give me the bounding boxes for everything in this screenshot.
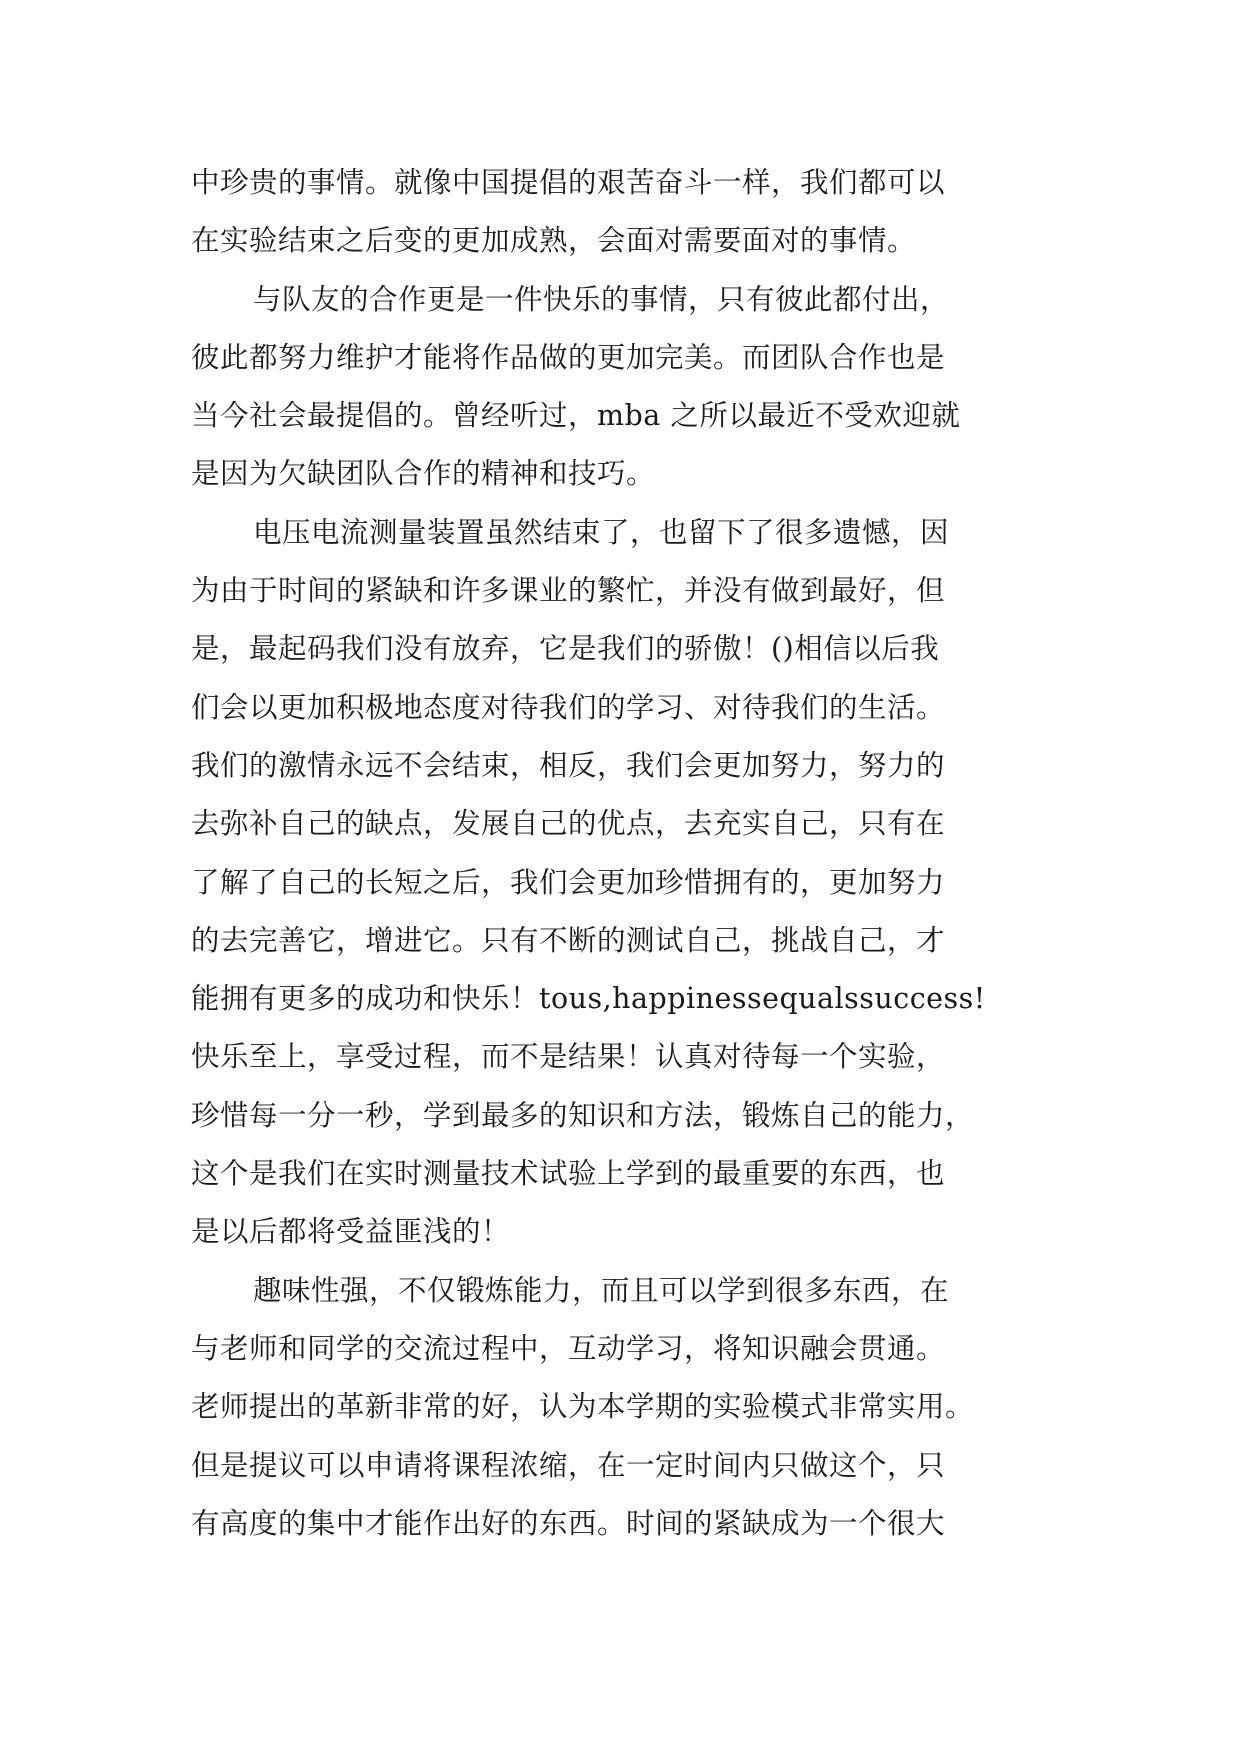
- text-line: 珍惜每一分一秒，学到最多的知识和方法，锻炼自己的能力，: [191, 1098, 975, 1132]
- text-line: 是因为欠缺团队合作的精神和技巧。: [191, 457, 656, 491]
- text-line: 了解了自己的长短之后，我们会更加珍惜拥有的，更加努力: [191, 865, 946, 899]
- text-line: 老师提出的革新非常的好，认为本学期的实验模式非常实用。: [191, 1390, 975, 1424]
- text-line: 的去完善它，增进它。只有不断的测试自己，挑战自己，才: [191, 923, 946, 957]
- text-line: 是以后都将受益匪浅的！: [191, 1215, 511, 1249]
- text-line: 为由于时间的紧缺和许多课业的繁忙，并没有做到最好，但: [191, 574, 946, 608]
- text-line: 电压电流测量装置虽然结束了，也留下了很多遗憾，因: [253, 515, 950, 549]
- text-line: 趣味性强，不仅锻炼能力，而且可以学到很多东西，在: [253, 1273, 950, 1307]
- text-line: 能拥有更多的成功和快乐！tous,happinessequalssuccess!: [191, 982, 986, 1016]
- text-line: 有高度的集中才能作出好的东西。时间的紧缺成为一个很大: [191, 1506, 946, 1540]
- text-line: 与老师和同学的交流过程中，互动学习，将知识融会贯通。: [191, 1331, 946, 1365]
- text-line: 这个是我们在实时测量技术试验上学到的最重要的东西，也: [191, 1157, 946, 1191]
- text-line: 但是提议可以申请将课程浓缩，在一定时间内只做这个，只: [191, 1448, 946, 1482]
- text-line: 当今社会最提倡的。曾经听过，mba 之所以最近不受欢迎就: [191, 399, 961, 433]
- text-line: 彼此都努力维护才能将作品做的更加完美。而团队合作也是: [191, 340, 946, 374]
- text-line: 快乐至上，享受过程，而不是结果！认真对待每一个实验，: [191, 1040, 946, 1074]
- text-line: 是，最起码我们没有放弃，它是我们的骄傲！()相信以后我: [191, 632, 940, 666]
- text-line: 我们的激情永远不会结束，相反，我们会更加努力，努力的: [191, 748, 946, 782]
- text-line: 去弥补自己的缺点，发展自己的优点，去充实自己，只有在: [191, 807, 946, 841]
- document-body-text: [191, 154, 1051, 1553]
- text-line: 中珍贵的事情。就像中国提倡的艰苦奋斗一样，我们都可以: [191, 166, 946, 199]
- text-line: 们会以更加积极地态度对待我们的学习、对待我们的生活。: [191, 690, 946, 724]
- text-line: 与队友的合作更是一件快乐的事情，只有彼此都付出，: [253, 282, 950, 316]
- text-line: 在实验结束之后变的更加成熟，会面对需要面对的事情。: [191, 224, 917, 258]
